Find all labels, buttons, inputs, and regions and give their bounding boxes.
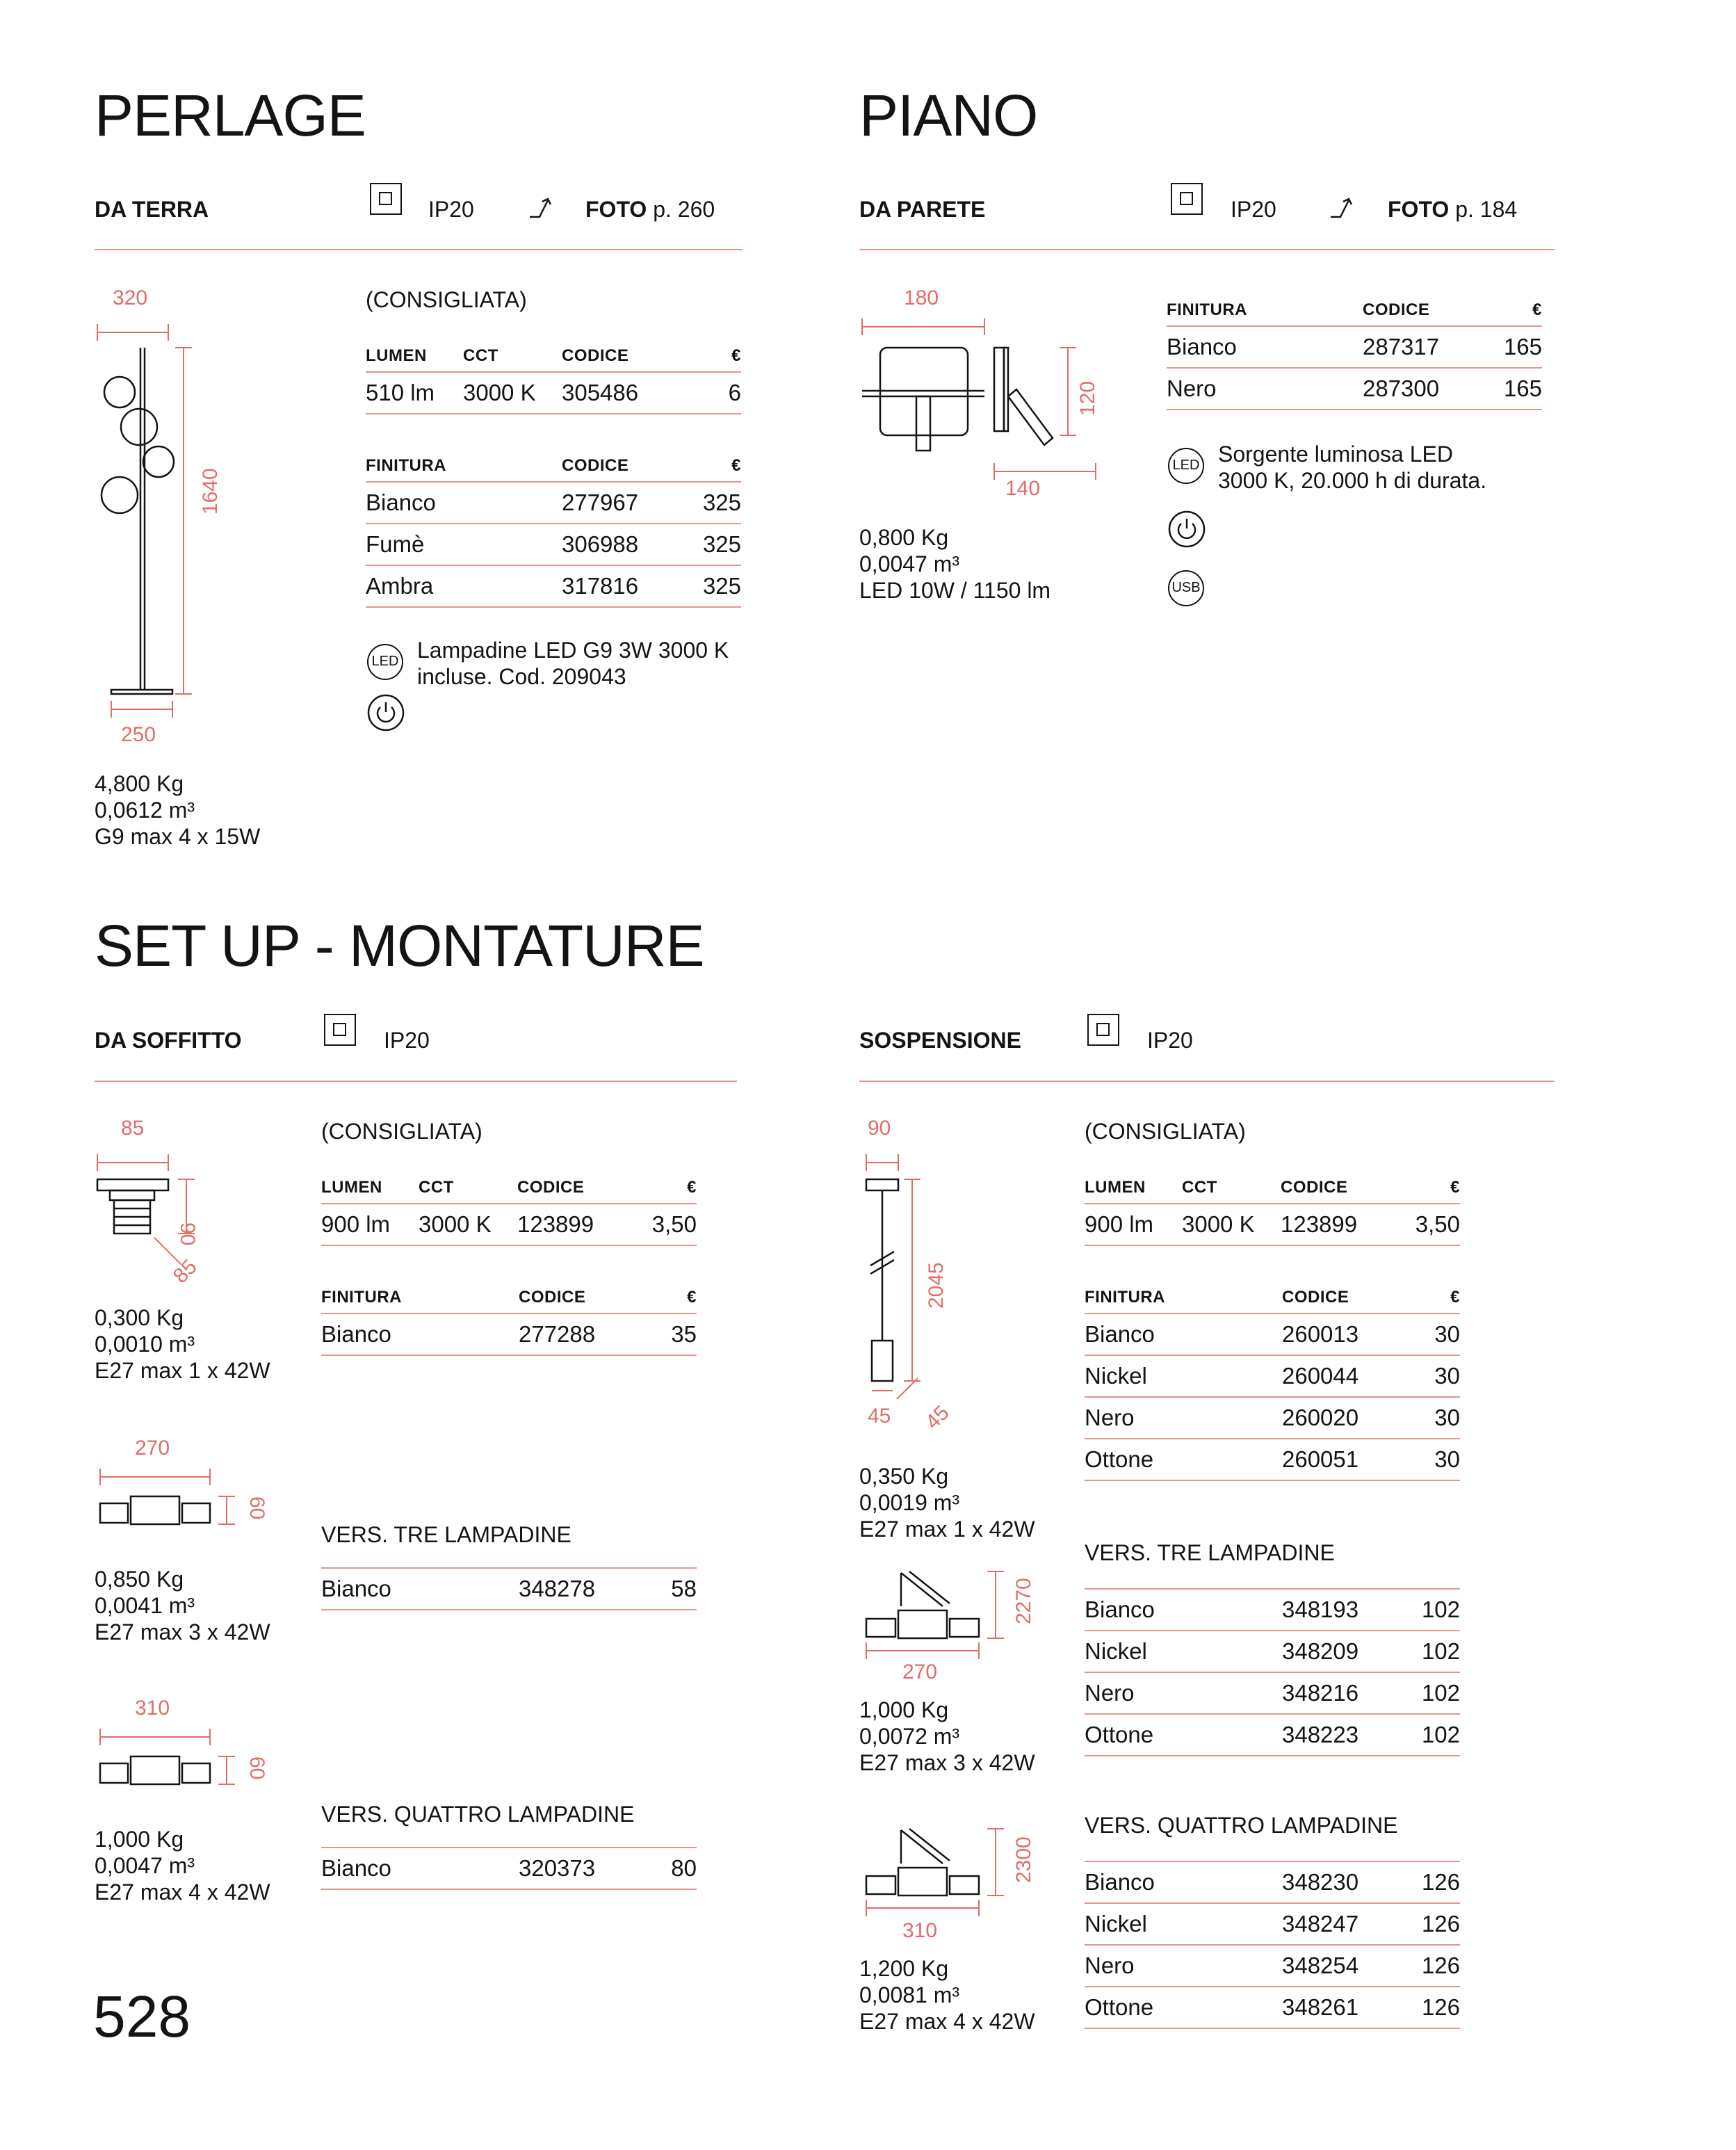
dim-height: 60 bbox=[245, 1756, 268, 1780]
perlage-subtitle: DA TERRA bbox=[95, 197, 209, 222]
piano-led-note-2: 3000 K, 20.000 h di durata. bbox=[1218, 468, 1487, 493]
soffitto-subtitle: DA SOFFITTO bbox=[95, 1028, 242, 1053]
perlage-led-note-2: incluse. Cod. 209043 bbox=[417, 664, 626, 689]
foto-label: FOTO bbox=[585, 197, 647, 222]
soffitto-v3-heading: VERS. TRE LAMPADINE bbox=[321, 1522, 571, 1547]
sospensione-v3-weight: 1,000 Kg bbox=[859, 1697, 949, 1722]
perlage-foto-ref[interactable] bbox=[585, 197, 715, 223]
consigliata-label: (CONSIGLIATA) bbox=[366, 287, 527, 312]
dim-height: 60 bbox=[245, 1496, 268, 1520]
piano-ip: IP20 bbox=[1231, 197, 1276, 222]
perlage-spec-weight: 4,800 Kg bbox=[95, 771, 184, 796]
piano-spec-led: LED 10W / 1150 lm bbox=[859, 578, 1051, 603]
dim-base: 250 bbox=[121, 723, 156, 746]
piano-title: PIANO bbox=[859, 83, 1038, 148]
table-row: Bianco 320373 80 bbox=[321, 1848, 697, 1890]
dim-diag: 45 bbox=[920, 1401, 954, 1434]
setup-title: SET UP - MONTATURE bbox=[95, 913, 704, 978]
dim-height: 1640 bbox=[199, 468, 222, 515]
soffitto-v1-weight: 0,300 Kg bbox=[95, 1305, 184, 1330]
sospensione-v1-volume: 0,0019 m³ bbox=[859, 1490, 960, 1515]
piano-drawing bbox=[859, 306, 1110, 487]
perlage-lamp-table: LUMEN CCT CODICE € 510 lm 3000 K 305486 6 bbox=[366, 341, 741, 414]
table-row: Ottone 348223 102 bbox=[1085, 1715, 1460, 1756]
led-icon: LED bbox=[1168, 448, 1204, 484]
sospensione-lamp-table: LUMEN CCT CODICE € 900 lm 3000 K 123899 3,50 bbox=[1085, 1172, 1460, 1246]
piano-foto-ref[interactable] bbox=[1388, 197, 1517, 223]
dim-height: 120 bbox=[1076, 380, 1099, 416]
sospensione-v3-volume: 0,0072 m³ bbox=[859, 1724, 960, 1749]
dim-height: 2045 bbox=[925, 1262, 948, 1309]
perlage-led-note-1: Lampadine LED G9 3W 3000 K bbox=[417, 638, 729, 663]
piano-finish-table: FINITURA CODICE € Bianco 287317 165 Nero 287300 165 bbox=[1167, 295, 1542, 410]
dim-base: 45 bbox=[868, 1405, 891, 1428]
sospensione-v4-drawing bbox=[859, 1822, 1068, 1933]
table-row: Ottone 260051 30 bbox=[1085, 1439, 1460, 1481]
table-row: Nero 348216 102 bbox=[1085, 1673, 1460, 1715]
sospensione-v4-heading: VERS. QUATTRO LAMPADINE bbox=[1085, 1813, 1398, 1838]
table-row: Bianco 277967 325 bbox=[366, 483, 741, 524]
table-row: Nero 348254 126 bbox=[1085, 1946, 1460, 1987]
perlage-ip: IP20 bbox=[428, 197, 474, 222]
perlage-spec-bulb: G9 max 4 x 15W bbox=[95, 824, 261, 849]
dim-height: 90 bbox=[176, 1222, 199, 1246]
piano-led-note-1: Sorgente luminosa LED bbox=[1218, 442, 1453, 467]
sospensione-v3-bulb: E27 max 3 x 42W bbox=[859, 1750, 1035, 1775]
soffitto-v1-bulb: E27 max 1 x 42W bbox=[95, 1358, 270, 1383]
soffitto-v3-weight: 0,850 Kg bbox=[95, 1567, 184, 1592]
table-row: Nickel 260044 30 bbox=[1085, 1356, 1460, 1398]
perlage-drawing bbox=[90, 278, 257, 737]
soffitto-v3-drawing bbox=[90, 1460, 271, 1537]
piano-spec-volume: 0,0047 m³ bbox=[859, 551, 960, 576]
power-switch-icon bbox=[367, 694, 405, 732]
perlage-finish-table: FINITURA CODICE € Bianco 277967 325 Fumè 306988 325 Ambra 317816 325 bbox=[366, 451, 741, 608]
dim-depth: 140 bbox=[1005, 477, 1041, 500]
power-switch-icon bbox=[1168, 510, 1206, 548]
soffitto-v4-volume: 0,0047 m³ bbox=[95, 1853, 195, 1878]
soffitto-v4-heading: VERS. QUATTRO LAMPADINE bbox=[321, 1802, 635, 1827]
soffitto-ip: IP20 bbox=[384, 1028, 430, 1053]
sospensione-finish-table: FINITURA CODICE € Bianco 260013 30 Nickel 260044 30 Nero 260020 30 Ottone 260051 30 bbox=[1085, 1282, 1460, 1481]
piano-subtitle: DA PARETE bbox=[859, 197, 986, 222]
divider bbox=[95, 249, 743, 250]
divider bbox=[859, 249, 1555, 250]
soffitto-v1-volume: 0,0010 m³ bbox=[95, 1332, 195, 1357]
dim-top: 85 bbox=[121, 1117, 145, 1140]
dim-top: 90 bbox=[868, 1117, 891, 1140]
sospensione-v1-bulb: E27 max 1 x 42W bbox=[859, 1517, 1035, 1542]
arrow-up-right-icon bbox=[1329, 196, 1360, 221]
soffitto-v3-bulb: E27 max 3 x 42W bbox=[95, 1619, 270, 1644]
soffitto-v4-drawing bbox=[90, 1720, 271, 1797]
arrow-up-right-icon bbox=[528, 196, 559, 221]
divider bbox=[859, 1081, 1555, 1082]
piano-spec-weight: 0,800 Kg bbox=[859, 525, 949, 550]
table-row: Nero 260020 30 bbox=[1085, 1398, 1460, 1439]
table-row: Bianco 348230 126 bbox=[1085, 1862, 1460, 1904]
table-row: Bianco 260013 30 bbox=[1085, 1314, 1460, 1356]
table-row: Nickel 348209 102 bbox=[1085, 1631, 1460, 1673]
sospensione-v1-weight: 0,350 Kg bbox=[859, 1464, 949, 1489]
sospensione-subtitle: SOSPENSIONE bbox=[859, 1028, 1021, 1053]
table-row: Nickel 348247 126 bbox=[1085, 1904, 1460, 1946]
dim-width: 180 bbox=[904, 286, 939, 309]
perlage-title: PERLAGE bbox=[95, 83, 366, 148]
dim-height: 2300 bbox=[1012, 1836, 1035, 1883]
table-row: 900 lm 3000 K 123899 3,50 bbox=[1085, 1204, 1460, 1246]
consigliata-label: (CONSIGLIATA) bbox=[1085, 1119, 1246, 1144]
soffitto-v4-table bbox=[321, 1847, 697, 1890]
sospensione-ip: IP20 bbox=[1147, 1028, 1193, 1053]
table-row: 900 lm 3000 K 123899 3,50 bbox=[321, 1204, 697, 1246]
led-icon: LED bbox=[367, 644, 403, 680]
sospensione-v4-table bbox=[1085, 1861, 1460, 2029]
soffitto-v3-volume: 0,0041 m³ bbox=[95, 1593, 195, 1618]
page-number: 528 bbox=[93, 1984, 191, 2049]
soffitto-v4-bulb: E27 max 4 x 42W bbox=[95, 1880, 270, 1905]
sospensione-v1-drawing bbox=[859, 1140, 984, 1446]
ip-rating-icon bbox=[1087, 1014, 1119, 1046]
divider bbox=[95, 1081, 737, 1082]
table-row: Bianco 348278 58 bbox=[321, 1569, 697, 1610]
foto-label: FOTO bbox=[1388, 197, 1450, 222]
table-row: Ottone 348261 126 bbox=[1085, 1987, 1460, 2029]
dim-width: 270 bbox=[902, 1660, 938, 1683]
soffitto-v1-drawing bbox=[90, 1140, 229, 1279]
table-row: Nero 287300 165 bbox=[1167, 369, 1542, 410]
table-row: Bianco 277288 35 bbox=[321, 1314, 697, 1356]
perlage-spec-volume: 0,0612 m³ bbox=[95, 798, 195, 823]
consigliata-label: (CONSIGLIATA) bbox=[321, 1119, 482, 1144]
dim-width: 310 bbox=[135, 1697, 170, 1720]
soffitto-v3-table bbox=[321, 1567, 697, 1610]
ip-rating-icon bbox=[324, 1014, 356, 1046]
sospensione-v4-volume: 0,0081 m³ bbox=[859, 1982, 960, 2007]
dim-width: 310 bbox=[902, 1919, 938, 1942]
sospensione-v4-bulb: E27 max 4 x 42W bbox=[859, 2009, 1035, 2034]
foto-page: p. 184 bbox=[1455, 197, 1518, 222]
sospensione-v3-drawing bbox=[859, 1565, 1068, 1676]
ip-rating-icon bbox=[1171, 183, 1203, 215]
table-row: Fumè 306988 325 bbox=[366, 524, 741, 566]
table-row: Bianco 348193 102 bbox=[1085, 1590, 1460, 1631]
soffitto-v4-weight: 1,000 Kg bbox=[95, 1827, 184, 1852]
usb-icon: USB bbox=[1168, 570, 1204, 606]
dim-width: 320 bbox=[113, 286, 148, 309]
table-row: 510 lm 3000 K 305486 6 bbox=[366, 373, 741, 414]
sospensione-v4-weight: 1,200 Kg bbox=[859, 1956, 949, 1981]
dim-diag: 85 bbox=[168, 1255, 202, 1288]
dim-width: 270 bbox=[135, 1437, 170, 1460]
table-row: Ambra 317816 325 bbox=[366, 566, 741, 608]
sospensione-v3-heading: VERS. TRE LAMPADINE bbox=[1085, 1540, 1335, 1565]
dim-height: 2270 bbox=[1012, 1578, 1035, 1624]
table-row: Bianco 287317 165 bbox=[1167, 327, 1542, 369]
soffitto-lamp-table: LUMEN CCT CODICE € 900 lm 3000 K 123899 3,50 bbox=[321, 1172, 697, 1246]
ip-rating-icon bbox=[370, 183, 402, 215]
foto-page: p. 260 bbox=[653, 197, 715, 222]
sospensione-v3-table bbox=[1085, 1588, 1460, 1756]
soffitto-finish-table: FINITURA CODICE € Bianco 277288 35 bbox=[321, 1282, 697, 1356]
